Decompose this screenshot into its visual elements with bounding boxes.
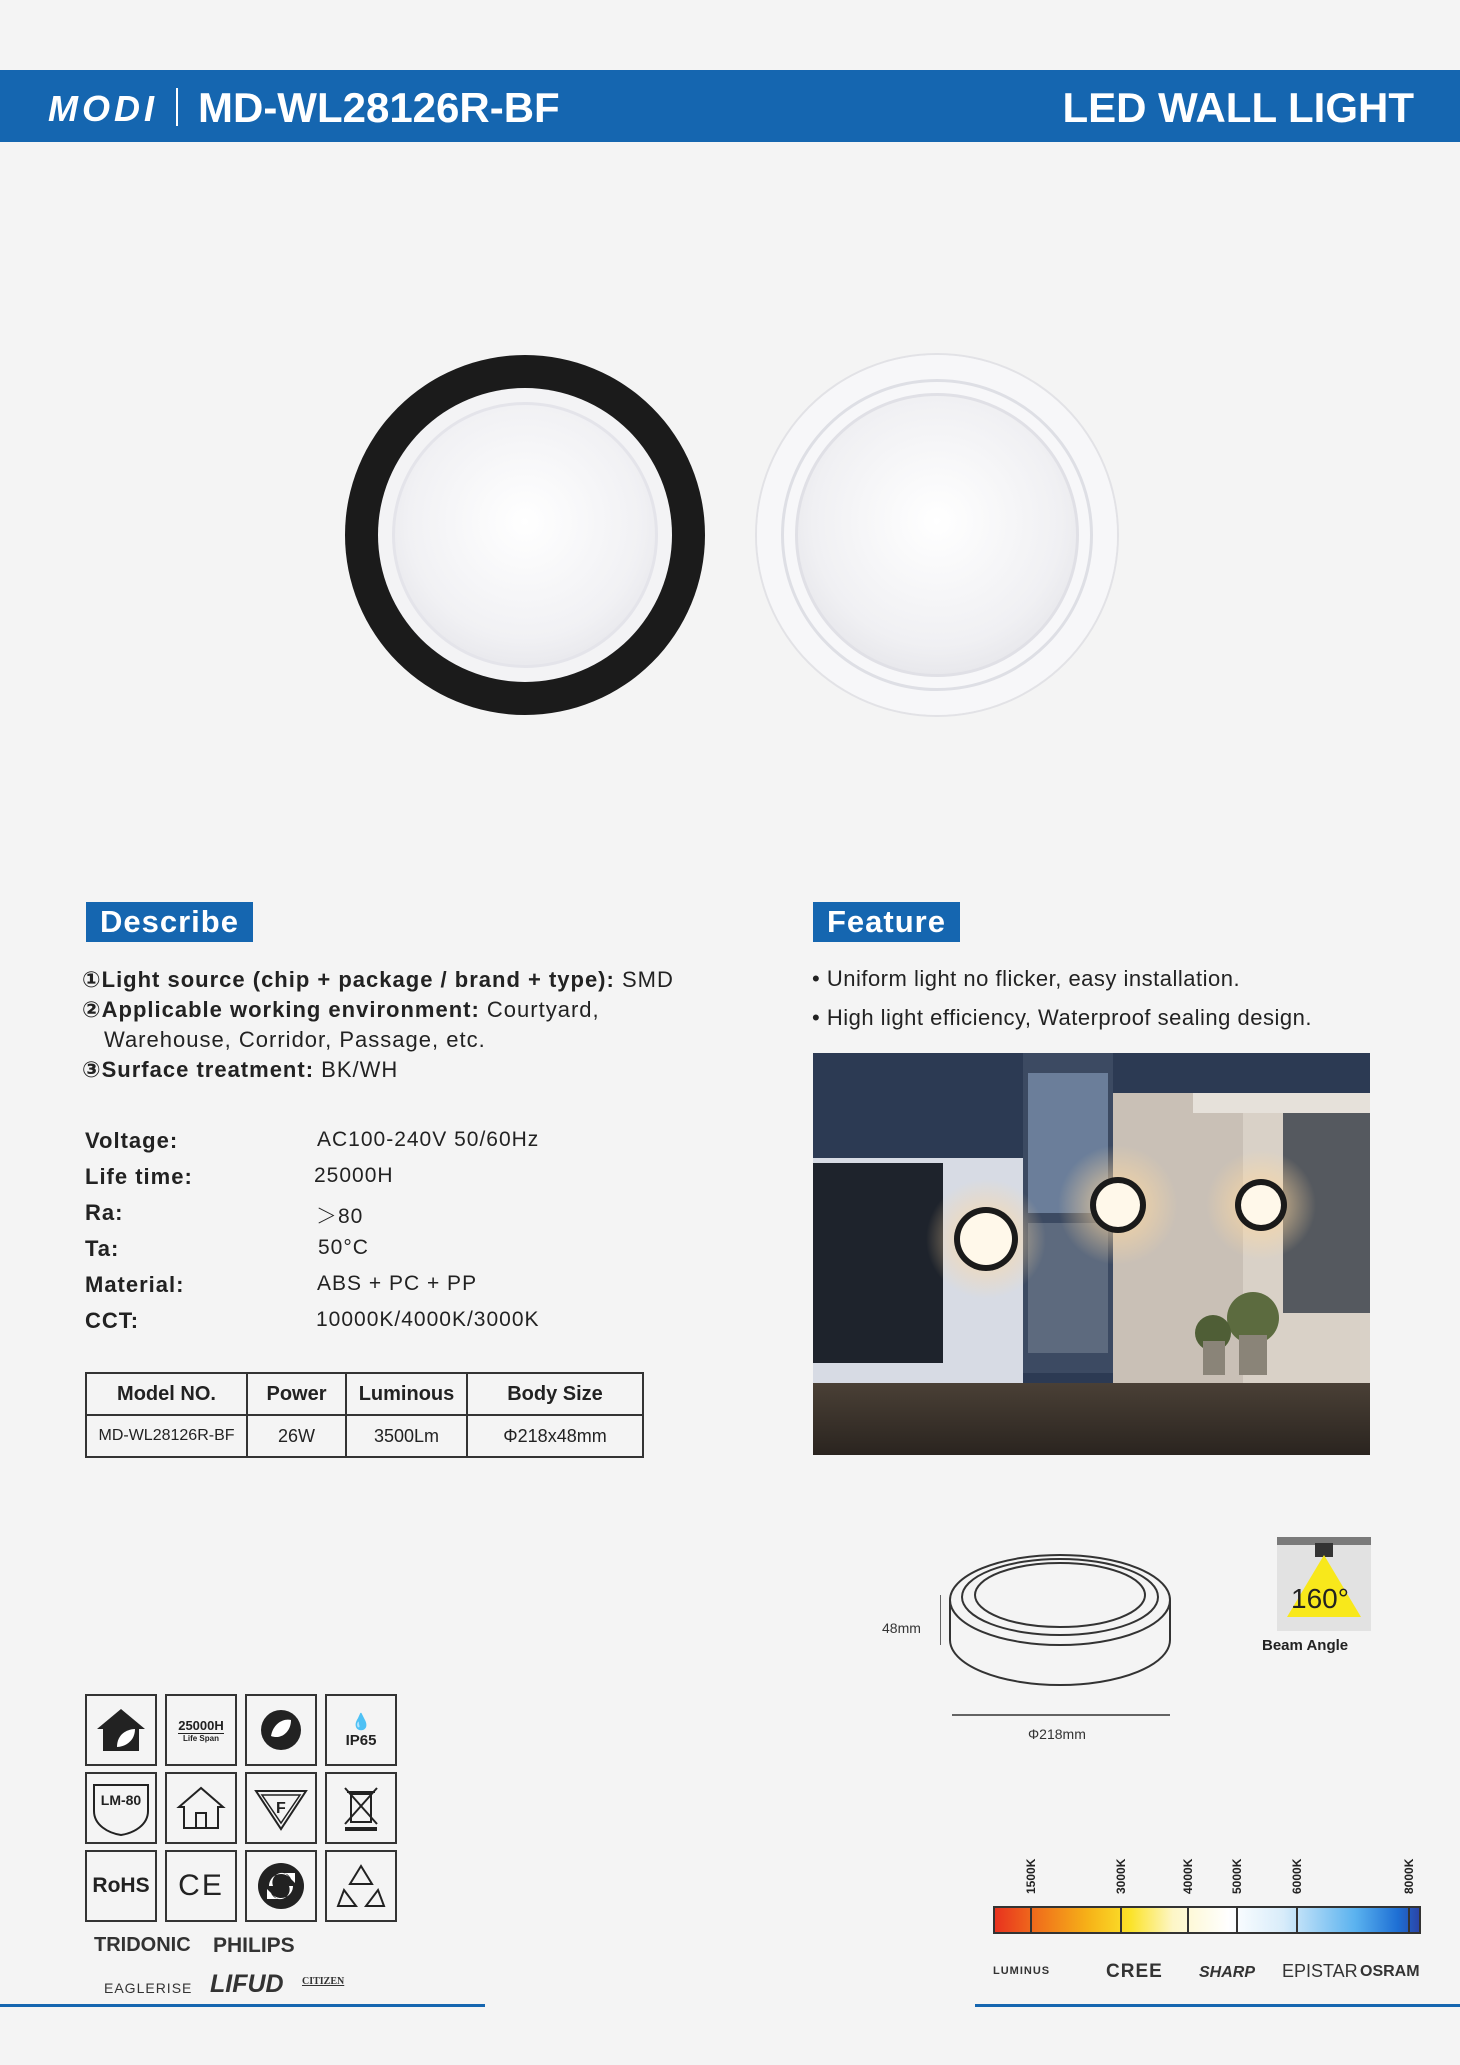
cct-label: 3000K — [1114, 1858, 1128, 1894]
brand-cree: CREE — [1106, 1961, 1163, 1982]
model-table — [85, 1372, 644, 1458]
spec-label-ta: Ta: — [85, 1236, 120, 1261]
model-title: MD-WL28126R-BF — [198, 84, 560, 131]
spec-value-material: ABS + PC + PP — [317, 1272, 478, 1295]
svg-text:F: F — [276, 1800, 286, 1817]
feature-heading: Feature — [813, 902, 960, 942]
spec-value-lifetime: 25000H — [314, 1164, 394, 1187]
describe-line-3: Warehouse, Corridor, Passage, etc. — [104, 1027, 486, 1052]
cct-label: 6000K — [1290, 1858, 1304, 1894]
footer-rule-right — [975, 2004, 1460, 2007]
spec-label-lifetime: Life time: — [85, 1164, 193, 1189]
beam-angle-label: Beam Angle — [1262, 1637, 1349, 1654]
ce-icon: CE — [165, 1850, 237, 1922]
life-span-icon: 25000H Life Span — [165, 1694, 237, 1766]
cct-label: 1500K — [1024, 1858, 1038, 1894]
feature-item: • High light efficiency, Waterproof sealing design. — [812, 1005, 1312, 1030]
footer-rule-left — [0, 2004, 485, 2007]
brand-logo: MODI — [48, 88, 158, 129]
header-divider — [176, 88, 178, 126]
indoor-house-icon — [165, 1772, 237, 1844]
product-image-black — [345, 355, 705, 715]
table-cell: MD-WL28126R-BF — [86, 1415, 247, 1457]
table-cell: 3500Lm — [346, 1415, 467, 1457]
rohs-icon: RoHS — [85, 1850, 157, 1922]
brand-sharp: SHARP — [1199, 1964, 1256, 1981]
brand-luminus: LUMINUS — [993, 1965, 1051, 1977]
spec-label-ra: Ra: — [85, 1200, 124, 1225]
cct-tick — [1236, 1906, 1238, 1934]
table-header: Luminous — [346, 1373, 467, 1415]
brand-lifud: LIFUD — [210, 1970, 284, 1998]
brand-philips: PHILIPS — [213, 1934, 295, 1957]
table-header: Model NO. — [86, 1373, 247, 1415]
brand-epistar: EPISTAR — [1282, 1961, 1358, 1981]
brand-osram: OSRAM — [1360, 1963, 1420, 1980]
cct-label: 4000K — [1181, 1858, 1195, 1894]
category-title: LED WALL LIGHT — [1062, 84, 1414, 131]
spec-value-cct: 10000K/4000K/3000K — [316, 1308, 540, 1331]
spec-value-voltage: AC100-240V 50/60Hz — [317, 1128, 540, 1151]
spec-label-material: Material: — [85, 1272, 185, 1297]
cct-color-bar — [993, 1906, 1421, 1934]
cct-tick — [1120, 1906, 1122, 1934]
brand-tridonic: TRIDONIC — [94, 1934, 191, 1956]
home-leaf-icon — [85, 1694, 157, 1766]
describe-line-2: ②Applicable working environment: Courtyard, — [82, 997, 600, 1022]
cct-tick — [1296, 1906, 1298, 1934]
weee-bin-icon — [325, 1772, 397, 1844]
ip-rating: IP65 — [345, 1731, 377, 1749]
brand-citizen: CITIZEN — [302, 1976, 345, 1987]
table-cell: Φ218x48mm — [467, 1415, 643, 1457]
cct-tick — [1187, 1906, 1189, 1934]
eco-plug-icon — [245, 1694, 317, 1766]
green-dot-icon — [245, 1850, 317, 1922]
cct-tick — [1030, 1906, 1032, 1934]
dimension-drawing — [940, 1545, 1180, 1725]
spec-value-ta: 50°C — [318, 1236, 369, 1259]
table-row — [86, 1415, 643, 1457]
beam-angle-icon — [1277, 1537, 1371, 1631]
table-header: Body Size — [467, 1373, 643, 1415]
describe-line-4: ③Surface treatment: BK/WH — [82, 1057, 399, 1082]
spec-label-voltage: Voltage: — [85, 1128, 179, 1153]
beam-angle-value: 160° — [1291, 1583, 1349, 1614]
dimension-diameter: Φ218mm — [1028, 1726, 1086, 1742]
table-header: Power — [247, 1373, 346, 1415]
spec-label-cct: CCT: — [85, 1308, 140, 1333]
f-mark-icon — [245, 1772, 317, 1844]
brand-eaglerise: EAGLERISE — [104, 1980, 193, 1996]
dimension-height: 48mm — [882, 1620, 921, 1636]
installation-scene-image — [813, 1053, 1370, 1455]
table-cell: 26W — [247, 1415, 346, 1457]
lm80-icon: LM-80 — [85, 1772, 157, 1844]
table-header-row — [86, 1373, 643, 1415]
waterproof-icon: 💧 IP65 — [325, 1694, 397, 1766]
recycle-icon — [325, 1850, 397, 1922]
describe-line-1: ①Light source (chip + package / brand + type): SMD — [82, 967, 674, 992]
cct-tick — [1408, 1906, 1410, 1934]
product-image-white — [757, 355, 1117, 715]
cct-label: 5000K — [1230, 1858, 1244, 1894]
describe-heading: Describe — [86, 902, 253, 942]
feature-item: • Uniform light no flicker, easy installation. — [812, 966, 1241, 991]
spec-value-ra: ＞80 — [316, 1205, 364, 1228]
header-bar — [0, 70, 1460, 142]
cct-label: 8000K — [1402, 1858, 1416, 1894]
